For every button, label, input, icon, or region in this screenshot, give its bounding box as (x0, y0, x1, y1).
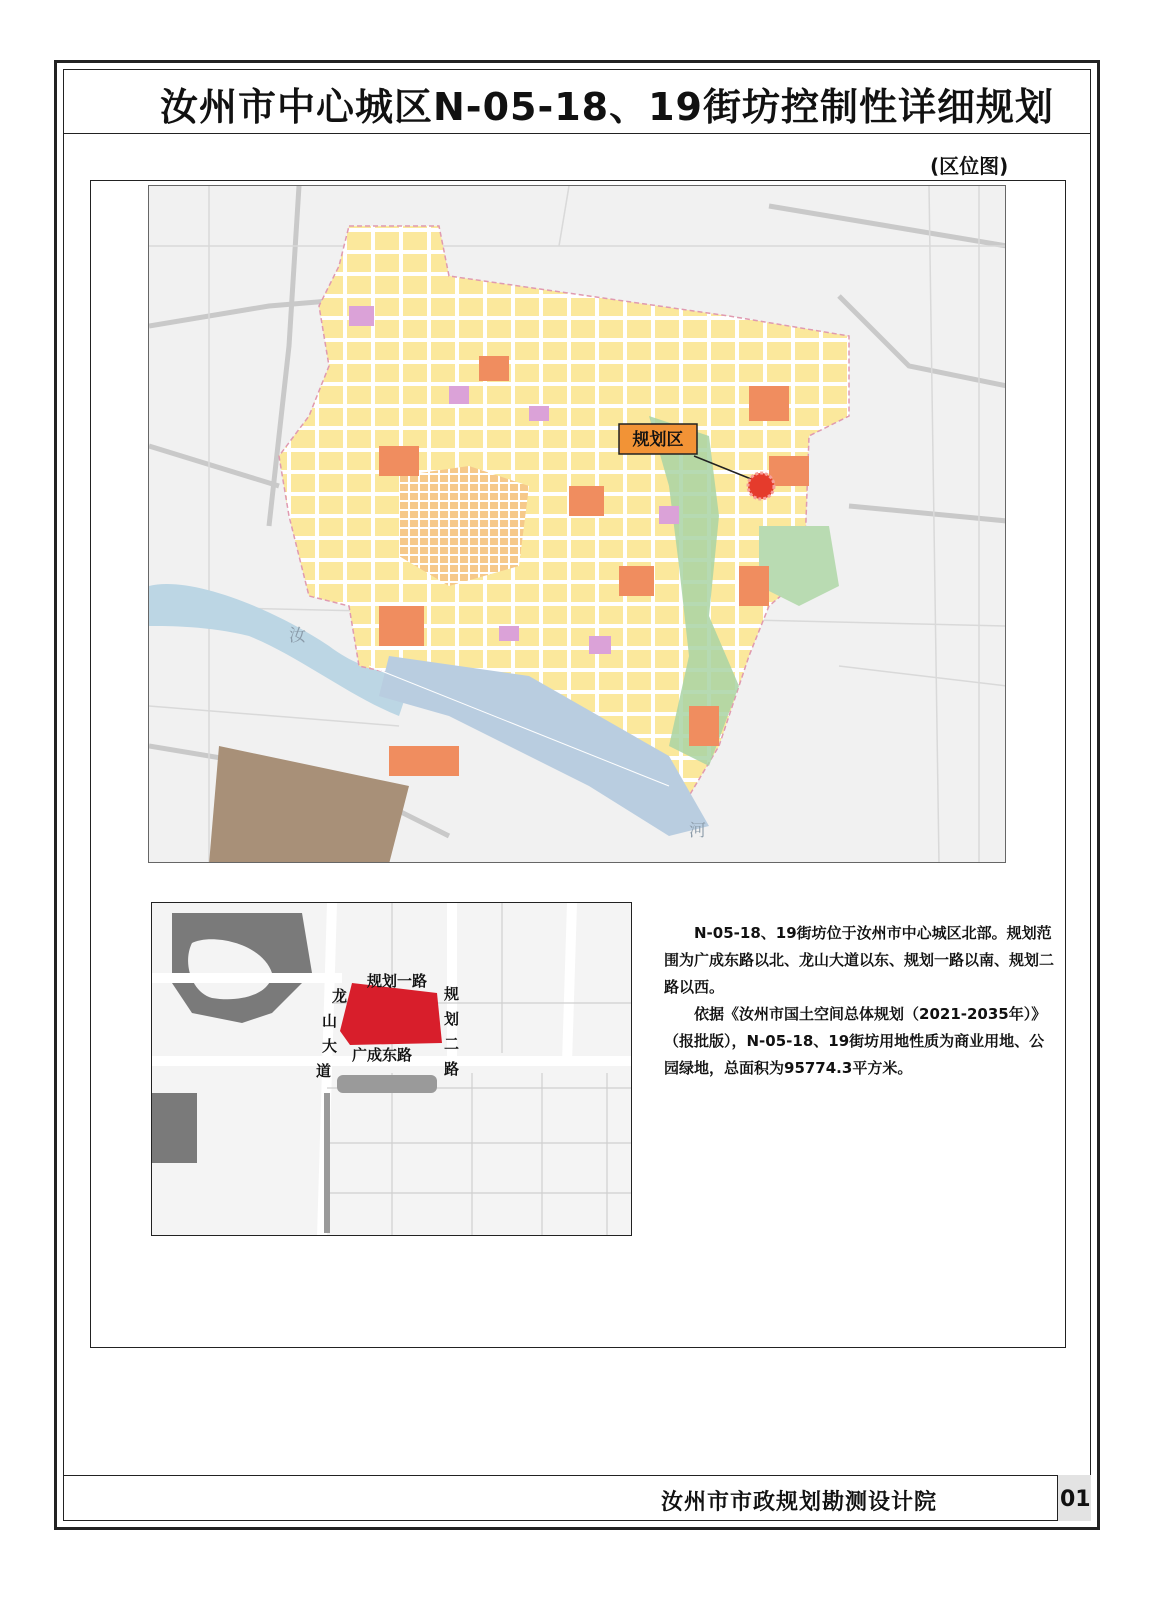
description-paragraph-2: 依据《汝州市国土空间总体规划（2021-2035年）》（报批版），N-05-18、19街坊用地性质为商业用地、公园绿地，总面积为95774.3平方米。 (664, 1005, 1047, 1077)
road-label-south: 广成东路 (352, 1046, 413, 1064)
river-label-west: 汝 (289, 626, 306, 646)
road-edge (324, 1093, 330, 1233)
inset-map[interactable] (151, 902, 632, 1236)
road-label-east-3: 二 (444, 1035, 460, 1053)
road-label-east-4: 路 (444, 1060, 460, 1078)
river-label-east: 河 (689, 821, 706, 841)
road-label-west-2: 山 (322, 1012, 338, 1030)
description-paragraph-1: N-05-18、19街坊位于汝州市中心城区北部。规划范围为广成东路以北、龙山大道以东、规划一路以南、规划二路以西。 (664, 924, 1055, 996)
road-label-west-3: 大 (322, 1037, 338, 1055)
map-subtitle: (区位图) (930, 154, 1009, 178)
planning-site[interactable] (340, 983, 442, 1045)
description-text (664, 920, 1059, 1082)
organization-name: 汝州市市政规划勘测设计院 (661, 1490, 938, 1515)
page-number: 01 (1060, 1487, 1091, 1512)
title-divider (63, 133, 1091, 134)
road-label-north: 规划一路 (367, 972, 428, 990)
footer-divider (63, 1475, 1091, 1476)
building-block (152, 1093, 197, 1163)
road-median (337, 1075, 437, 1093)
planning-area-marker[interactable] (748, 473, 774, 499)
page-title: 汝州市中心城区N-05-18、19街坊控制性详细规划 (160, 85, 1054, 129)
road-label-west-4: 道 (316, 1062, 332, 1080)
road-label-east-1: 规 (444, 985, 460, 1003)
road-label-west-1: 龙 (332, 987, 348, 1005)
planning-area-label: 规划区 (632, 430, 684, 450)
road-label-east-2: 划 (444, 1010, 460, 1028)
location-map[interactable] (148, 185, 1006, 863)
